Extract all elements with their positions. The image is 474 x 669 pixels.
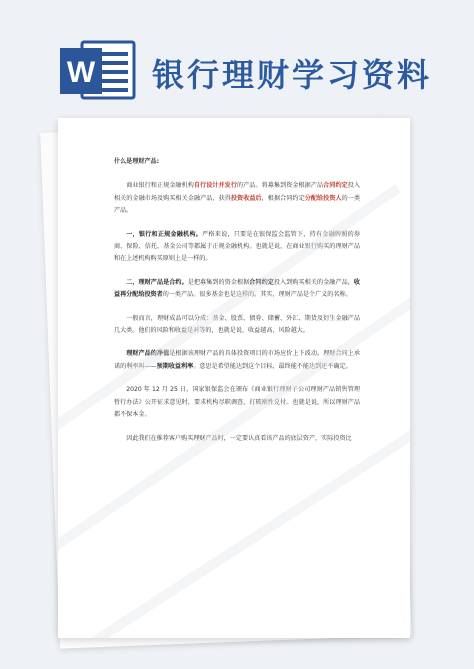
text-run: 的产品。将募集到资金根据产品: [236, 182, 324, 190]
paragraph-definition: [114, 180, 360, 217]
paragraph-regulation: 2020 年 12 月 25 日，国家银保监会在颁布《商业银行理财子公司理财产品销售管理暂行办法》公开征求意见时，要求机构尽职调查，打破刚性兑付。也就是说，所以理财产品都不保本金。: [114, 386, 360, 419]
text-run: 严格来说，只要是在银保监会监管下，持有金融牌照的券商、保险、信托、基金公司等都属于正规金融机构。也就是说，在商业银行购买的理财产品和在上述机构购买原则上是一样的。: [114, 230, 360, 263]
page-title: 银行理财学习资料: [152, 56, 433, 94]
paragraph-net-value: [114, 348, 360, 373]
highlight-text: 投资收益后: [230, 194, 262, 202]
paragraph-point-two: [114, 277, 360, 302]
document-page: [58, 118, 410, 638]
document-preview: [58, 118, 410, 648]
bold-text: 一，银行和正规金融机构。: [126, 230, 203, 238]
text-run: 是把募集到的资金根据: [187, 278, 250, 286]
highlight-text: 合同约定: [323, 182, 348, 190]
bold-text: 二，理财产品是合约。: [126, 278, 188, 286]
word-icon-letter: W: [66, 56, 96, 89]
text-run: 。意思是希望能达到这个目标，最终能不能达到还不确定。: [193, 362, 352, 370]
bold-text: 理财产品的净值: [126, 350, 170, 358]
text-run: 是根据该理财产品的具体投资项目的市场应价上下波动。理财合同上承诺的利率叫——: [114, 350, 361, 370]
text-run: 的一类产品。很多基金也是这样的。其实，理财产品是个广义的名称。: [162, 291, 352, 299]
text-run: ，根据合同约定: [261, 194, 305, 202]
word-document-icon: [58, 38, 138, 102]
highlight-text: 自行设计并发行: [193, 182, 237, 190]
document-content: [114, 156, 360, 456]
highlight-text: 分配给投资人: [304, 194, 342, 202]
question-heading: 什么是理财产品:: [114, 158, 160, 165]
bold-text: 合同约定: [249, 278, 274, 286]
text-run: 投入相关的金融市场及购买相关金融产品，获得: [114, 182, 361, 202]
text-run: 投入到购买相关的金融产品，: [273, 278, 354, 286]
paragraph-categories: 一般而言，理财成品可以分成：基金、股票、债券、储蓄、外汇、期货及衍生金融产品几大类。他们的风险和收益是对等的，也就是说，收益越高，风险越大。: [114, 314, 360, 335]
text-run: 的一类产品。: [114, 194, 361, 215]
bold-text: 收益再分配给投资者: [114, 278, 361, 299]
bold-text: 预期收益利率: [156, 362, 194, 370]
text-run: 商业银行和正规金融机构: [126, 182, 194, 190]
paragraph-recommendation: 因此我们在推荐客户购买理财产品时，一定要认真看该产品的底层资产，实际投资比: [126, 434, 352, 442]
paragraph-point-one: [114, 229, 360, 266]
header: [0, 0, 474, 112]
